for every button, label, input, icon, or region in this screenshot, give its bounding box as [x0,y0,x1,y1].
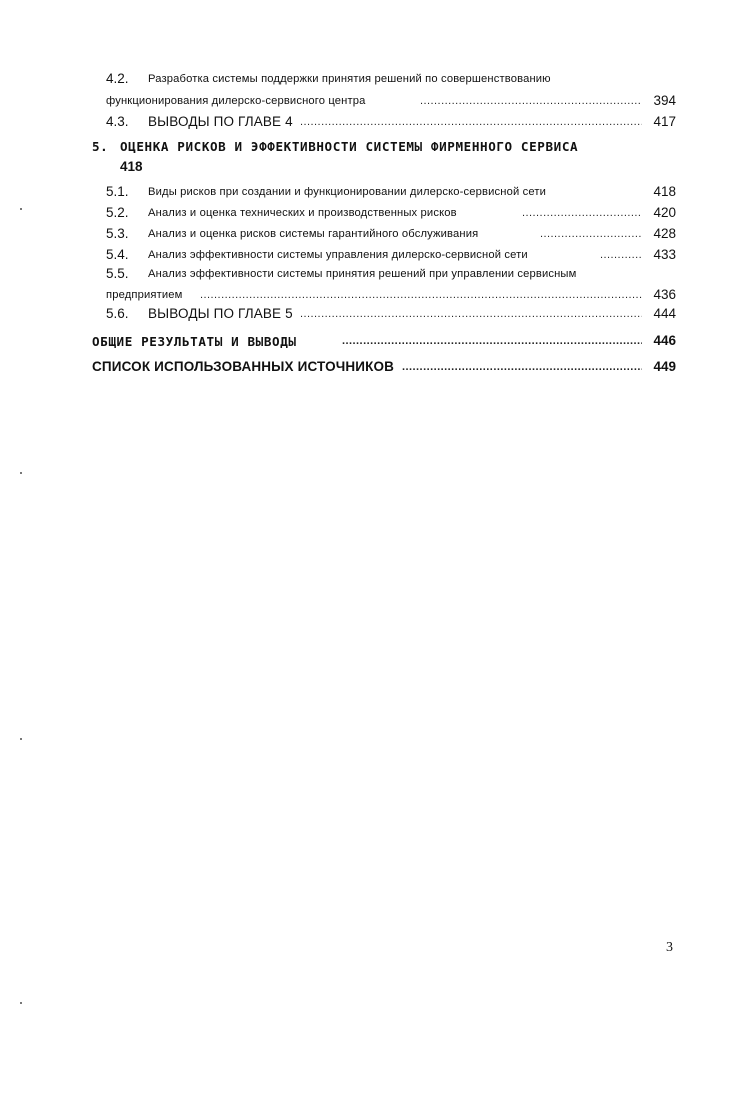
toc-page: 418 [653,184,676,199]
toc-number: 5.1. [106,184,129,199]
toc-leader [402,361,642,373]
scan-speck [20,1002,22,1004]
toc-number: 4.3. [106,114,129,129]
toc-title: Разработка системы поддержки принятия решений по совершенствованию [148,73,551,85]
toc-entry-5-5[interactable] [0,265,733,287]
toc-title: ОБЩИЕ РЕЗУЛЬТАТЫ И ВЫВОДЫ [92,334,297,349]
toc-entry-5-6[interactable] [0,305,733,327]
toc-entry-5-1[interactable] [0,183,733,205]
toc-number: 5.3. [106,226,129,241]
toc-leader [420,95,642,107]
toc-title-cont: предприятием [106,289,183,301]
toc-entry-4-2-cont[interactable] [0,92,733,114]
page-number: 3 [666,940,673,955]
toc-title: Анализ эффективности системы управления дилерско-сервисной сети [148,249,528,261]
toc-leader [300,116,642,128]
toc-entry-4-3[interactable] [0,113,733,135]
toc-title: Анализ и оценка рисков системы гарантийного обслуживания [148,228,479,240]
toc-leader [540,228,642,240]
toc-page: 446 [653,333,676,348]
toc-page: 417 [653,114,676,129]
toc-entry-5-2[interactable] [0,204,733,226]
toc-page: 436 [653,287,676,302]
scan-speck [20,472,22,474]
toc-page: 394 [653,93,676,108]
toc-title: ВЫВОДЫ ПО ГЛАВЕ 4 [148,114,293,129]
toc-entry-5-3[interactable] [0,225,733,247]
toc-leader [300,308,642,320]
toc-page: 444 [653,306,676,321]
toc-leader [522,207,642,219]
toc-page: 428 [653,226,676,241]
toc-title: СПИСОК ИСПОЛЬЗОВАННЫХ ИСТОЧНИКОВ [92,359,395,374]
toc-leader [200,289,642,301]
scan-speck [20,208,22,210]
toc-chapter-5-page[interactable] [0,158,733,180]
toc-number: 5.4. [106,247,129,262]
toc-sources[interactable] [0,358,733,380]
toc-title: Анализ и оценка технических и производственных рисков [148,207,457,219]
toc-results[interactable] [0,332,733,354]
toc-number: 5.2. [106,205,129,220]
toc-title: Виды рисков при создании и функционировании дилерско-сервисной сети [148,186,547,198]
toc-title: Анализ эффективности системы принятия решений при управлении сервисным [148,268,577,280]
toc-page: 420 [653,205,676,220]
toc-page: 433 [653,247,676,262]
toc-title: ОЦЕНКА РИСКОВ И ЭФФЕКТИВНОСТИ СИСТЕМЫ ФИРМЕННОГО СЕРВИСА [120,139,579,154]
toc-page: 418 [120,159,143,174]
toc-number: 5. [92,139,109,154]
toc-title-cont: функционирования дилерско-сервисного центра [106,95,366,107]
toc-number: 5.5. [106,266,129,281]
toc-entry-4-2[interactable] [0,70,733,92]
toc-chapter-5[interactable] [0,137,733,159]
toc-page: 449 [653,359,676,374]
toc-number: 5.6. [106,306,129,321]
toc-number: 4.2. [106,71,129,86]
toc-title: ВЫВОДЫ ПО ГЛАВЕ 5 [148,306,293,321]
scan-speck [20,738,22,740]
toc-leader [342,335,642,347]
